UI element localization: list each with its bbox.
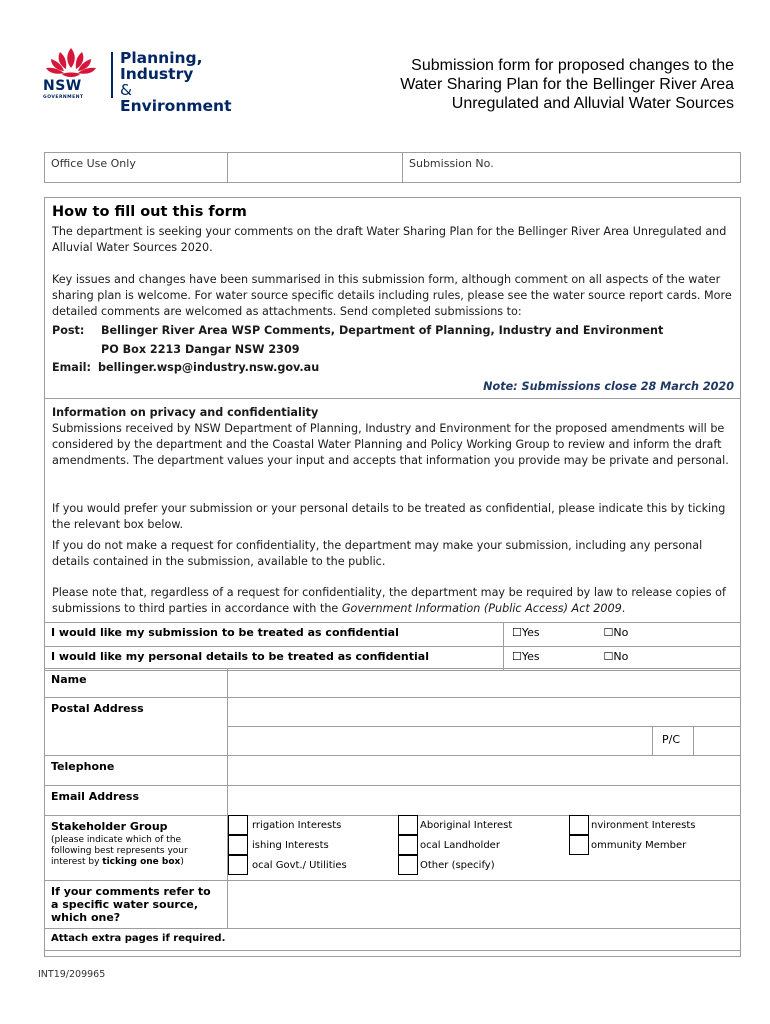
department-name bbox=[120, 50, 231, 114]
stakeholder-label: Stakeholder Group bbox=[51, 820, 168, 833]
office-use-field[interactable] bbox=[228, 153, 403, 183]
environment-checkbox[interactable] bbox=[569, 815, 589, 835]
postcode-label: P/C bbox=[653, 727, 694, 755]
community-checkbox[interactable] bbox=[569, 835, 589, 855]
landholder-option[interactable]: ocal Landholder bbox=[398, 835, 500, 855]
dept-line-2: Industry & bbox=[120, 65, 194, 99]
stakeholder-label-cell bbox=[45, 816, 228, 881]
privacy-heading: Information on privacy and confidentiality bbox=[52, 406, 319, 419]
name-label: Name bbox=[45, 669, 228, 698]
irrigation-option[interactable]: rrigation Interests bbox=[228, 815, 341, 835]
dept-line-3: Environment bbox=[120, 97, 232, 115]
instructions-para-1: The department is seeking your comments on the draft Water Sharing Plan for the Bellinger River Area Unregulated and Alluvial Water Sources 2020. bbox=[52, 225, 727, 254]
postcode-cell bbox=[653, 727, 741, 756]
office-use-label: Office Use Only bbox=[45, 153, 228, 183]
local-govt-checkbox[interactable] bbox=[228, 855, 248, 875]
confidentiality-table bbox=[44, 622, 741, 671]
office-use-table bbox=[44, 152, 741, 183]
email-link[interactable]: bellinger.wsp@industry.nsw.gov.au bbox=[98, 361, 320, 374]
fishing-option[interactable]: ishing Interests bbox=[228, 835, 329, 855]
postal-address-label: Postal Address bbox=[45, 698, 228, 756]
landholder-checkbox[interactable] bbox=[398, 835, 418, 855]
confidential-details-question: I would like my personal details to be treated as confidential bbox=[45, 647, 504, 671]
form-title: Submission form for proposed changes to the Water Sharing Plan for the Bellinger River Area Unregulated and Alluvial Water Sources bbox=[400, 57, 734, 112]
water-source-label: If your comments refer to a specific water source, which one? bbox=[45, 881, 228, 929]
fishing-checkbox[interactable] bbox=[228, 835, 248, 855]
post-address: Post: Bellinger River Area WSP Comments, Department of Planning, Industry and Environment bbox=[52, 324, 664, 337]
community-option[interactable]: ommunity Member bbox=[569, 835, 686, 855]
confidential-submission-yes[interactable]: ☐Yes bbox=[504, 623, 596, 647]
privacy-para-1: Submissions received by NSW Department of Planning, Industry and Environment for the proposed amendments will be considered by the department and the Coastal Water Planning and Policy Working Group to review and inform the draft amendments. The department values your input and accepts that information you provide may be private and personal. bbox=[52, 422, 729, 467]
aboriginal-option[interactable]: Aboriginal Interest bbox=[398, 815, 512, 835]
irrigation-checkbox[interactable] bbox=[228, 815, 248, 835]
other-option[interactable]: Other (specify) bbox=[398, 855, 495, 875]
dept-line-1: Planning, bbox=[120, 49, 203, 67]
telephone-label: Telephone bbox=[45, 756, 228, 786]
name-input[interactable] bbox=[228, 669, 741, 698]
stakeholder-hint: (please indicate which of the following best represents your interest by ticking one box) bbox=[51, 835, 188, 867]
email-input[interactable] bbox=[228, 786, 741, 816]
post-address-line-2: PO Box 2213 Dangar NSW 2309 bbox=[101, 343, 300, 356]
confidential-submission-question: I would like my submission to be treated as confidential bbox=[45, 623, 504, 647]
nsw-logo bbox=[40, 46, 260, 115]
confidential-submission-row bbox=[45, 623, 741, 647]
confidential-submission-no[interactable]: ☐No bbox=[596, 623, 741, 647]
confidential-details-no[interactable]: ☐No bbox=[596, 647, 741, 671]
postcode-input[interactable] bbox=[694, 727, 740, 755]
privacy-para-2: If you would prefer your submission or your personal details to be treated as confidential, please indicate this by ticking the relevant box below. bbox=[52, 502, 726, 531]
other-checkbox[interactable] bbox=[398, 855, 418, 875]
telephone-input[interactable] bbox=[228, 756, 741, 786]
closing-date-note: Note: Submissions close 28 March 2020 bbox=[483, 380, 734, 393]
water-source-input[interactable] bbox=[228, 881, 741, 929]
waratah-icon bbox=[40, 46, 102, 80]
instructions-para-2: Key issues and changes have been summarised in this submission form, although comment on all aspects of the water sharing plan is welcome. For water source specific details including rules, please see the water source report cards. More detailed comments are welcomed as attachments. Send completed submissions to: bbox=[52, 273, 732, 318]
section-divider bbox=[44, 398, 741, 399]
aboriginal-checkbox[interactable] bbox=[398, 815, 418, 835]
postal-address-input-1[interactable] bbox=[228, 698, 741, 727]
environment-option[interactable]: nvironment Interests bbox=[569, 815, 695, 835]
submission-no-field[interactable]: Submission No. bbox=[403, 153, 741, 183]
email-address: Email: bellinger.wsp@industry.nsw.gov.au bbox=[52, 361, 320, 374]
nsw-wordmark: NSW bbox=[43, 78, 82, 94]
privacy-para-4: Please note that, regardless of a request for confidentiality, the department may be required by law to release copies of submissions to third parties in accordance with the Government Information (Public Access) Act 2009. bbox=[52, 586, 726, 615]
details-table bbox=[44, 668, 741, 951]
logo-divider bbox=[111, 52, 113, 98]
local-govt-option[interactable]: ocal Govt./ Utilities bbox=[228, 855, 347, 875]
attach-note: Attach extra pages if required. bbox=[45, 929, 741, 951]
government-wordmark: GOVERNMENT bbox=[43, 95, 84, 100]
confidential-details-yes[interactable]: ☐Yes bbox=[504, 647, 596, 671]
postal-address-input-2[interactable] bbox=[228, 727, 653, 756]
confidential-details-row bbox=[45, 647, 741, 671]
instructions-heading: How to fill out this form bbox=[52, 204, 247, 220]
email-label: Email Address bbox=[45, 786, 228, 816]
privacy-para-3: If you do not make a request for confidentiality, the department may make your submission, including any personal details contained in the submission, available to the public. bbox=[52, 539, 703, 568]
document-code: INT19/209965 bbox=[38, 969, 106, 980]
